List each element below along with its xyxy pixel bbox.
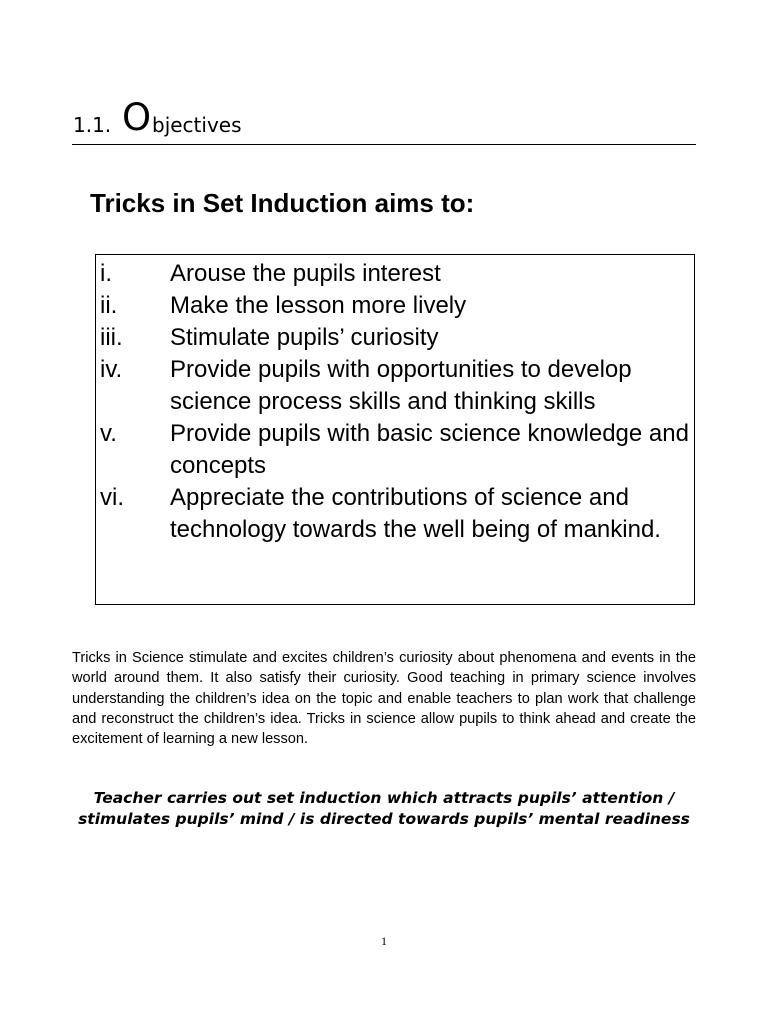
aim-item	[100, 258, 694, 290]
aim-text: Appreciate the contributions of science and technology towards the well being of mankind.	[170, 484, 661, 543]
aim-numeral: iii.	[100, 324, 123, 351]
aim-numeral: iv.	[100, 356, 123, 383]
aim-text: Arouse the pupils interest	[170, 260, 441, 287]
section-number: 1.1.	[73, 113, 112, 137]
aim-numeral: v.	[100, 420, 117, 447]
aim-item	[100, 354, 694, 418]
aim-item	[100, 482, 694, 546]
section-title-initial: O	[122, 96, 152, 139]
section-title-rest: bjectives	[152, 113, 242, 137]
aim-text: Provide pupils with basic science knowledge and concepts	[170, 420, 689, 479]
page-number: 1	[381, 934, 387, 948]
aim-numeral: vi.	[100, 484, 124, 511]
aims-list-box	[95, 254, 695, 605]
aim-item	[100, 290, 694, 322]
aim-numeral: ii.	[100, 292, 118, 319]
section-heading	[72, 98, 696, 145]
aim-text: Stimulate pupils’ curiosity	[170, 324, 439, 351]
aim-item	[100, 418, 694, 482]
body-paragraph: Tricks in Science stimulate and excites children’s curiosity about phenomena and events in the world around them. It also satisfy their curiosity. Good teaching in primary science involves understanding the children’s idea on the topic and enable teachers to plan work that challenge and reconstruct the children’s idea. Tricks in science allow pupils to think ahead and create the excitement of learning a new lesson.	[72, 650, 696, 748]
aims-title: Tricks in Set Induction aims to:	[90, 188, 475, 218]
aim-item	[100, 322, 694, 354]
emphasis-statement: Teacher carries out set induction which attracts pupils’ attention / stimulates pupils’ mind / is directed towards pupils’ mental readiness	[78, 789, 690, 828]
aim-numeral: i.	[100, 260, 112, 287]
aim-text: Provide pupils with opportunities to develop science process skills and thinking skills	[170, 356, 632, 415]
aim-text: Make the lesson more lively	[170, 292, 467, 319]
